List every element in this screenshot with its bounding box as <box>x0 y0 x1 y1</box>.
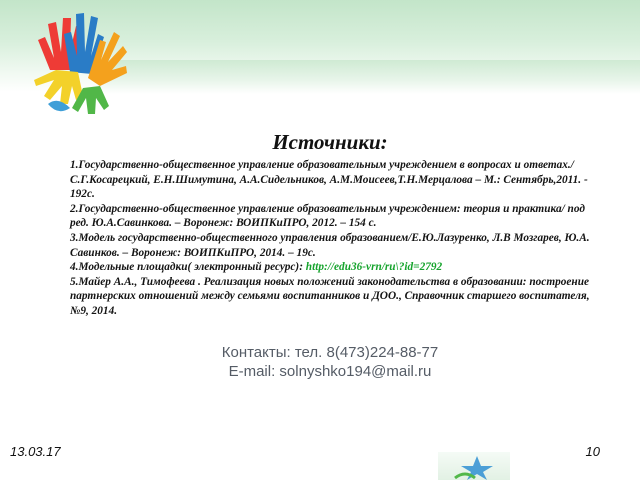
sources-list <box>70 158 596 319</box>
source-item: 5.Майер А.А., Тимофеева . Реализация новых положений законодательства в образовании: построение партнерских отношений между семьями воспитанников и ДОО., Справочник старшего воспитателя, №9, 2014. <box>70 275 590 317</box>
page-number: 10 <box>585 444 600 459</box>
corner-emblem-icon <box>447 454 507 480</box>
contacts-block <box>60 343 600 381</box>
source-text: 4.Модельные площадки( электронный ресурс): <box>70 261 306 274</box>
source-item: 1.Государственно-общественное управление образовательным учреждением в вопросах и ответах./С.Г.Косарецкий, Е.Н.Шимутина, А.А.Сидельников, А.М.Моисеев,Т.Н.Мерцалова – М.: Сентябрь,2011. - 192с. <box>70 159 588 201</box>
contact-email[interactable]: E-mail: solnyshko194@mail.ru <box>228 363 432 380</box>
footer-date: 13.03.17 <box>10 444 61 459</box>
hands-logo-icon <box>28 0 138 118</box>
source-item <box>70 260 596 275</box>
contact-phone: Контакты: тел. 8(473)224-88-77 <box>221 344 439 361</box>
source-link[interactable]: http://edu36-vrn/ru\?id=2792 <box>305 261 443 274</box>
slide-title: Источники: <box>272 130 388 154</box>
source-item: 3.Модель государственно-общественного управления образованием/Е.Ю.Лазуренко, Л.В Мозгарев, Ю.А. Савинков. – Воронеж: ВОИПКиПРО, 2014. – 19с. <box>70 231 590 259</box>
header-decor-bar <box>98 60 640 94</box>
source-item: 2.Государственно-общественное управление образовательным учреждением: теория и практика/ под ред. Ю.А.Савинкова. – Воронеж: ВОИПКиПРО, 2012. – 154 с. <box>70 202 585 230</box>
